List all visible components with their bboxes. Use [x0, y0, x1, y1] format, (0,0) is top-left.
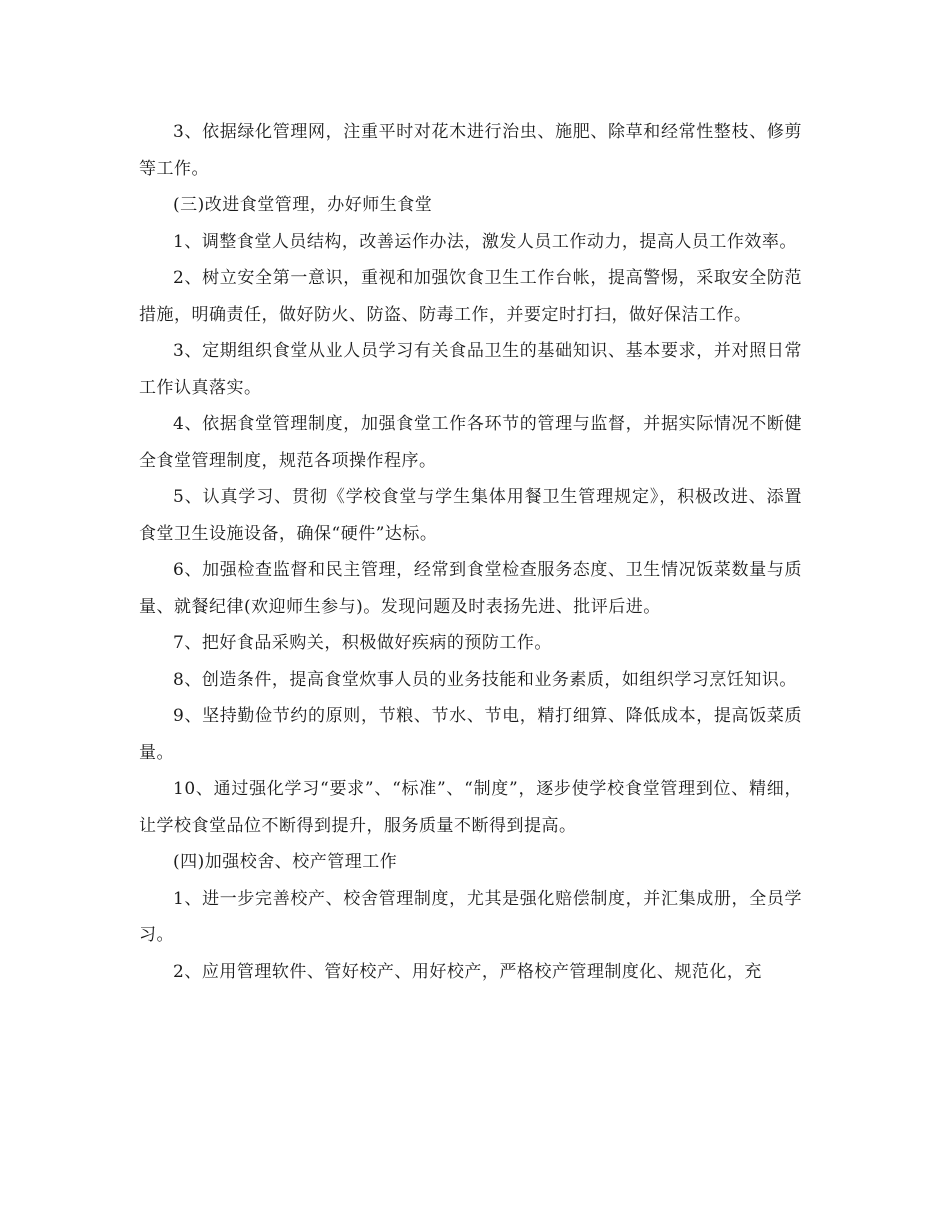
paragraph-management-software: 2、应用管理软件、管好校产、用好校产，严格校产管理制度化、规范化，充 — [173, 961, 762, 982]
paragraph-standards-study: 10、通过强化学习“要求”、“标准”、“制度”，逐步使学校食堂管理到位、精细，让学校食堂品位不断得到提升，服务质量不断得到提高。 — [139, 779, 802, 836]
document-body — [139, 114, 802, 990]
paragraph-greening-maintenance: 3、依据绿化管理网，注重平时对花木进行治虫、施肥、除草和经常性整枝、修剪等工作。 — [139, 122, 802, 179]
paragraph-thrift: 9、坚持勤俭节约的原则，节粮、节水、节电，精打细算、降低成本，提高饭菜质量。 — [139, 706, 802, 763]
section-heading-canteen: (三)改进食堂管理，办好师生食堂 — [173, 195, 433, 215]
paragraph-canteen-hygiene-regulation: 5、认真学习、贯彻《学校食堂与学生集体用餐卫生管理规定》，积极改进、添置食堂卫生设施设备，确保“硬件”达标。 — [139, 487, 802, 544]
paragraph-canteen-supervision: 6、加强检查监督和民主管理，经常到食堂检查服务态度、卫生情况饭菜数量与质量、就餐纪律(欢迎师生参与)。发现问题及时表扬先进、批评后进。 — [139, 560, 802, 617]
section-heading-school-property: (四)加强校舍、校产管理工作 — [173, 852, 398, 872]
paragraph-canteen-safety: 2、树立安全第一意识，重视和加强饮食卫生工作台帐，提高警惕，采取安全防范措施，明确责任，做好防火、防盗、防毒工作，并要定时打扫，做好保洁工作。 — [139, 268, 802, 325]
paragraph-canteen-training: 3、定期组织食堂从业人员学习有关食品卫生的基础知识、基本要求，并对照日常工作认真落实。 — [139, 341, 802, 398]
paragraph-food-purchasing: 7、把好食品采购关，积极做好疾病的预防工作。 — [173, 633, 552, 653]
paragraph-property-rules: 1、进一步完善校产、校舍管理制度，尤其是强化赔偿制度，并汇集成册，全员学习。 — [139, 888, 802, 945]
paragraph-staff-skills: 8、创造条件，提高食堂炊事人员的业务技能和业务素质，如组织学习烹饪知识。 — [173, 669, 797, 690]
paragraph-canteen-rules: 4、依据食堂管理制度，加强食堂工作各环节的管理与监督，并据实际情况不断健全食堂管理制度，规范各项操作程序。 — [139, 414, 802, 471]
paragraph-canteen-staff: 1、调整食堂人员结构，改善运作办法，激发人员工作动力，提高人员工作效率。 — [173, 231, 797, 252]
